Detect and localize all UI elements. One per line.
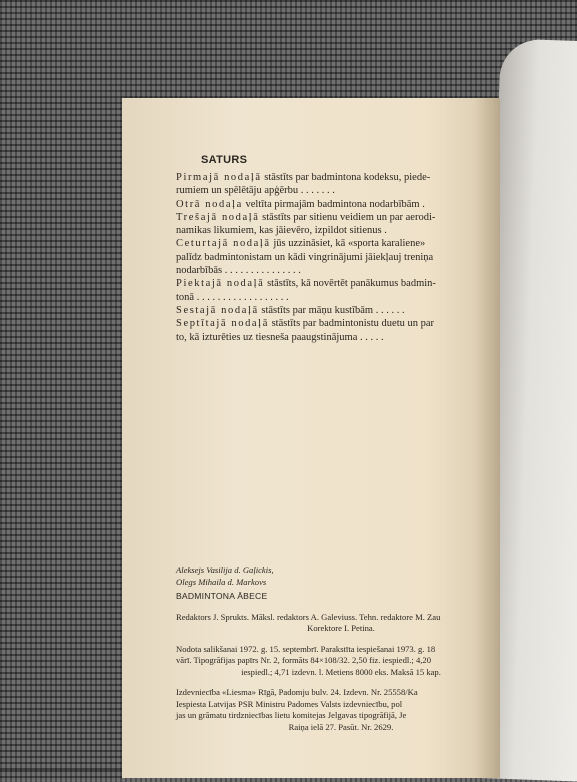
toc-entry [176, 277, 506, 304]
toc-entry [176, 317, 506, 344]
toc-entry-text: palīdz badmintonistam un kādi vingrinājumi jāiekļauj treniņa [176, 251, 434, 263]
toc-entry [176, 237, 506, 277]
toc-entry-text: stāstīts par māņu kustībām . . . . . . [261, 304, 405, 316]
toc-entry-lead: Septītajā nodaļā [176, 318, 269, 330]
toc-entry-text: stāstīts par sitienu veidiem un par aerodi- [262, 211, 436, 223]
print-info-line: Nodota salikšanai 1972. g. 15. septembrī. Parakstīta iespiešanai 1973. g. 18 [176, 643, 436, 654]
toc-entry-text: stāstīts par badmintona kodeksu, piede- [264, 172, 431, 183]
print-info-line: vārī. Tipogrāfijas papīrs Nr. 2, formāts 84×108/32. 2,50 fiz. iespiedl.; 4,20 [176, 655, 431, 665]
toc-entry [176, 304, 506, 317]
toc-entry [176, 198, 506, 211]
author-line: Aleksejs Vasilija d. Gaļickis, [176, 565, 274, 575]
toc-entry-text: jūs uzzināsiet, kā «sporta karaliene» [273, 238, 426, 250]
toc-entry-text: veltīta pirmajām badmintona nodarbībām . [245, 198, 425, 210]
toc-entry-text: to, kā izturēties uz tiesneša paaugstinājuma . . . . . [176, 331, 384, 343]
publisher-line: jas un grāmatu tirdzniecības lietu komitejas Jelgavas tipogrāfijā, Je [176, 710, 407, 720]
toc-entry-text: stāstīts par badmintonistu duetu un par [271, 318, 435, 330]
toc-title: SATURS [201, 154, 248, 166]
publisher-line: Izdevniecība «Liesma» Rīgā, Padomju bulv. 24. Izdevn. Nr. 25558/Ka [176, 687, 418, 697]
print-info-line: iespiedl.; 4,71 izdevn. l. Metiens 8000 eks. Maksā 15 kap. [241, 666, 441, 677]
toc-entry-text: rumiem un spēlētāju apģērbu . . . . . . . [176, 185, 335, 197]
toc-entry-text: stāstīts, kā novērtēt panākumus badmin- [267, 278, 436, 290]
authors [176, 565, 506, 588]
book-page [122, 98, 500, 778]
editors [176, 612, 506, 635]
toc-entry-text: tonā . . . . . . . . . . . . . . . . . . [176, 291, 289, 303]
publisher-info [176, 687, 506, 733]
publisher-line: Iespiesta Latvijas PSR Ministru Padomes Valsts izdevniecību, pol [176, 698, 403, 709]
toc-entry-lead: Trešajā nodaļā [176, 211, 260, 223]
editors-line: Korektore I. Petina. [307, 623, 375, 633]
author-line: Olegs Mihaila d. Markovs [176, 576, 267, 587]
colophon [176, 565, 506, 733]
toc-entry-lead: Sestajā nodaļā [176, 304, 259, 316]
print-info [176, 644, 506, 679]
toc-entry [176, 171, 506, 198]
editors-line: Redaktors J. Sprukts. Māksl. redaktors A. Galeviuss. Tehn. redaktore M. Zau [176, 611, 441, 622]
toc-entry-lead: Otrā nodaļa [176, 198, 243, 210]
toc-entry-lead: Piektajā nodaļā [176, 278, 265, 290]
book-title: BADMINTONA ĀBECE [176, 591, 268, 601]
toc-entry-lead: Ceturtajā nodaļā [176, 238, 271, 250]
publisher-line: Raiņa ielā 27. Pasūt. Nr. 2629. [288, 721, 394, 732]
toc-entry [176, 211, 506, 238]
table-of-contents [176, 171, 506, 344]
toc-entry-text: nodarbībās . . . . . . . . . . . . . . . [176, 265, 301, 277]
toc-entry-lead: Pirmajā nodaļā [176, 172, 262, 183]
toc-entry-text: namikas likumiem, kas jāievēro, izpildot sitienus . [176, 225, 387, 237]
